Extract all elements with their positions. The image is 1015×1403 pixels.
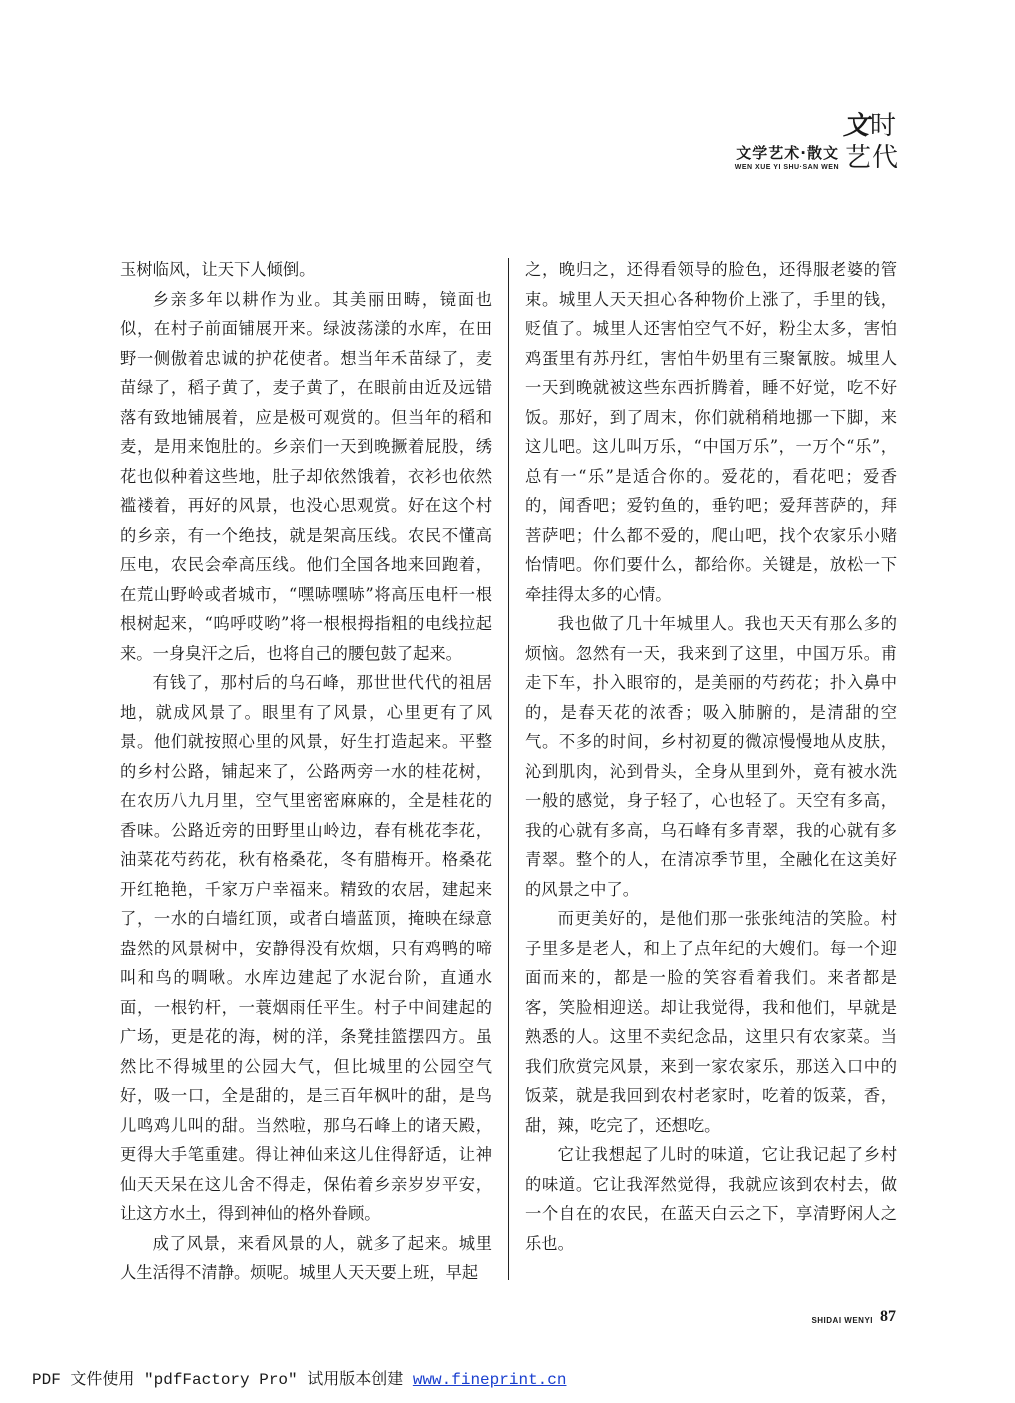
column-divider — [508, 258, 509, 1280]
section-title: 文学艺术·散文 — [736, 144, 839, 162]
paragraph: 之，晚归之，还得看领导的脸色，还得服老婆的管束。城里人天天担心各种物价上涨了，手里的钱，贬值了。城里人还害怕空气不好，粉尘太多，害怕鸡蛋里有苏丹红，害怕牛奶里有三聚氰胺。城里人一天到晚就被这些东西折腾着，睡不好觉，吃不好饭。那好，到了周末，你们就稍稍地挪一下脚，来这儿吧。这儿叫万乐，“中国万乐”，一万个“乐”，总有一“乐”是适合你的。爱花的，看花吧；爱香的，闻香吧；爱钓鱼的，垂钓吧；爱拜菩萨的，拜菩萨吧；什么都不爱的，爬山吧，找个农家乐小赌怡情吧。你们要什么，都给你。关键是，放松一下牵挂得太多的心情。 — [525, 260, 897, 604]
logo-char: 代 — [872, 143, 899, 173]
page-number: 87 — [880, 1308, 896, 1325]
page-header — [700, 112, 905, 182]
section-pinyin: WEN XUE YI SHU·SAN WEN — [734, 164, 839, 171]
fineprint-link[interactable]: www.fineprint.cn — [412, 1371, 567, 1389]
paragraph: 乡亲多年以耕作为业。其美丽田畴，镜面也似，在村子前面铺展开来。绿波荡漾的水库，在田野一侧傲着忠诚的护花使者。想当年禾苗绿了，麦苗绿了，稻子黄了，麦子黄了，在眼前由近及远错落有致地铺展着，应是极可观赏的。但当年的稻和麦，是用来饱肚的。乡亲们一天到晚撅着屁股，绣花也似种着这些地，肚子却依然饿着，衣衫也依然褴褛着，再好的风景，也没心思观赏。好在这个村的乡亲，有一个绝技，就是架高压线。农民不懂高压电，农民会牵高压线。他们全国各地来回跑着，在荒山野岭或者城市，“嘿哧嘿哧”将高压电杆一根根树起来，“呜呼哎哟”将一根根拇指粗的电线拉起来。一身臭汗之后，也将自己的腰包鼓了起来。 — [120, 289, 492, 663]
footer-magazine-name: SHIDAI WENYI — [811, 1316, 873, 1325]
paragraph: 有钱了，那村后的乌石峰，那世世代代的祖居地，就成风景了。眼里有了风景，心里更有了风景。他们就按照心里的风景，好生打造起来。平整的乡村公路，铺起来了，公路两旁一水的桂花树，在农历八九月里，空气里密密麻麻的，全是桂花的香味。公路近旁的田野里山岭边，春有桃花李花，油菜花芍药花，秋有格桑花，冬有腊梅开。格桑花开红艳艳，千家万户幸福来。精致的农居，建起来了，一水的白墙红顶，或者白墙蓝顶，掩映在绿意盎然的风景树中，安静得没有炊烟，只有鸡鸭的啼叫和鸟的啁啾。水库边建起了水泥台阶，直通水面，一根钓杆，一蓑烟雨任平生。村子中间建起的广场，更是花的海，树的洋，条凳挂篮摆四方。虽然比不得城里的公园大气，但比城里的公园空气好，吸一口，全是甜的，是三百年枫叶的甜，是鸟儿鸣鸡儿叫的甜。当然啦，那乌石峰上的诸天殿，更得大手笔重建。得让神仙来这儿住得舒适，让神仙天天呆在这儿舍不得走，保佑着乡亲岁岁平安，让这方水土，得到神仙的格外眷顾。 — [120, 673, 492, 1223]
paragraph: 成了风景，来看风景的人，就多了起来。城里人生活得不清静。烦呢。城里人天天要上班，早起 — [120, 1233, 492, 1282]
pdf-note-text: PDF 文件使用 "pdfFactory Pro" 试用版本创建 — [32, 1371, 413, 1389]
logo-char: 艺 — [845, 143, 872, 173]
logo-char: 时 — [870, 111, 897, 141]
right-column — [525, 255, 897, 1258]
paragraph: 玉树临风，让天下人倾倒。 — [120, 260, 316, 279]
left-column — [120, 255, 492, 1288]
pdf-creator-note — [32, 1366, 566, 1389]
paragraph: 它让我想起了儿时的味道，它让我记起了乡村的味道。它让我浑然觉得，我就应该到农村去，做一个自在的农民，在蓝天白云之下，享清野闲人之乐也。 — [525, 1145, 897, 1253]
paragraph: 而更美好的，是他们那一张张纯洁的笑脸。村子里多是老人，和上了点年纪的大嫂们。每一个迎面而来的，都是一脸的笑容看着我们。来者都是客，笑脸相迎送。却让我觉得，我和他们，早就是熟悉的人。这里不卖纪念品，这里只有农家菜。当我们欣赏完风景，来到一家农家乐，那送入口中的饭菜，就是我回到农村老家时，吃着的饭菜，香，甜，辣，吃完了，还想吃。 — [525, 909, 897, 1135]
magazine-logo — [843, 112, 901, 176]
paragraph: 我也做了几十年城里人。我也天天有那么多的烦恼。忽然有一天，我来到了这里，中国万乐。甫走下车，扑入眼帘的，是美丽的芍药花；扑入鼻中的，是春天花的浓香；吸入肺腑的，是清甜的空气。不多的时间，乡村初夏的微凉慢慢地从皮肤，沁到肌肉，沁到骨头，全身从里到外，竟有被水洗一般的感觉，身子轻了，心也轻了。天空有多高，我的心就有多高，乌石峰有多青翠，我的心就有多青翠。整个的人，在清凉季节里，全融化在这美好的风景之中了。 — [525, 614, 897, 899]
logo-char: 文 — [843, 111, 870, 141]
